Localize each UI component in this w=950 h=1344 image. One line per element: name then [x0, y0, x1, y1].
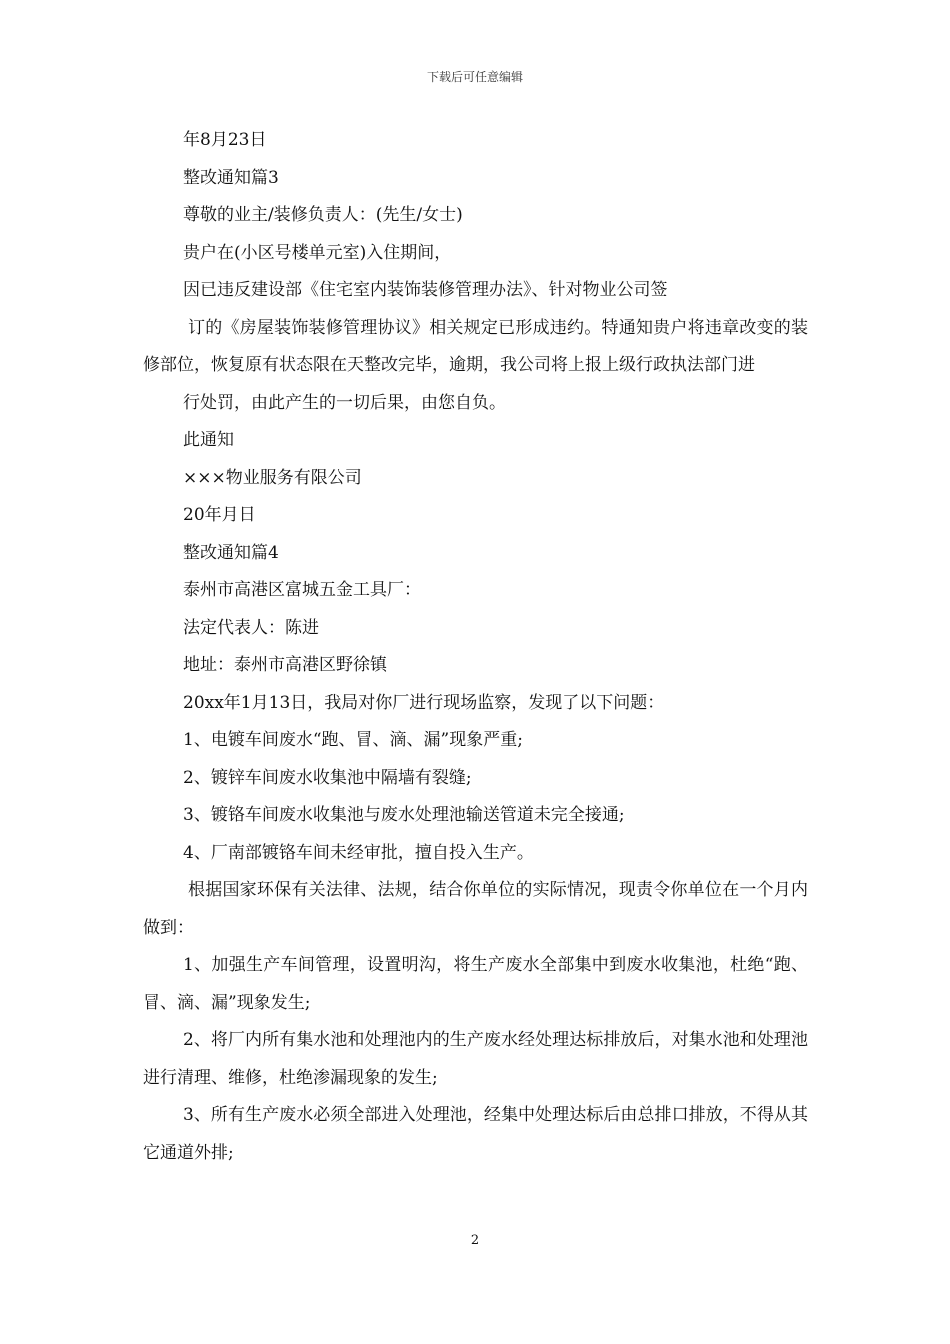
- paragraph-body: 因已违反建设部《住宅室内装饰装修管理办法》、针对物业公司签: [183, 280, 668, 300]
- paragraph-section-title-3: 整改通知篇3: [183, 167, 279, 188]
- paragraph-signature-date: 20年月日: [183, 505, 256, 525]
- paragraph-requirement-2: 2、将厂内所有集水池和处理池内的生产废水经处理达标排放后，对集水池和处理池进行清理、维修，杜绝渗漏现象的发生;: [143, 1030, 808, 1088]
- page-header: 下载后可任意编辑: [426, 70, 523, 84]
- paragraph-order: 根据国家环保有关法律、法规，结合你单位的实际情况，现责令你单位在一个月内做到：: [143, 880, 808, 938]
- paragraph-notice: 此通知: [183, 430, 234, 450]
- paragraph-body: 行处罚，由此产生的一切后果，由您自负。: [183, 392, 506, 413]
- paragraph-address: 地址：泰州市高港区野徐镇: [183, 655, 387, 675]
- paragraph-issue-3: 3、镀铬车间废水收集池与废水处理池输送管道未完全接通;: [183, 805, 625, 825]
- paragraph-inspection: 20xx年1月13日，我局对你厂进行现场监察，发现了以下问题：: [183, 692, 665, 713]
- paragraph-recipient: 泰州市高港区富城五金工具厂：: [183, 580, 421, 600]
- paragraph-body: 订的《房屋装饰装修管理协议》相关规定已形成违约。特通知贵户将违章改变的装修部位，恢复原有状态限在天整改完毕，逾期，我公司将上报上级行政执法部门进: [143, 317, 808, 375]
- document-body: [143, 122, 808, 1172]
- paragraph-issue-1: 1、电镀车间废水“跑、冒、滴、漏”现象严重;: [183, 730, 523, 750]
- paragraph-issue-2: 2、镀锌车间废水收集池中隔墙有裂缝;: [183, 767, 472, 788]
- paragraph-issue-4: 4、厂南部镀铬车间未经审批，擅自投入生产。: [183, 842, 534, 863]
- paragraph-salutation: 尊敬的业主/装修负责人：(先生/女士): [183, 205, 463, 225]
- paragraph-legal-representative: 法定代表人：陈进: [183, 617, 319, 638]
- paragraph-requirement-3: 3、所有生产废水必须全部进入处理池，经集中处理达标后由总排口排放，不得从其它通道外排;: [143, 1105, 808, 1163]
- page-number: 2: [470, 1233, 480, 1248]
- paragraph-section-title-4: 整改通知篇4: [183, 542, 279, 563]
- paragraph-body: 贵户在(小区号楼单元室)入住期间，: [183, 242, 452, 263]
- paragraph-requirement-1: 1、加强生产车间管理，设置明沟，将生产废水全部集中到废水收集池，杜绝“跑、冒、滴、漏”现象发生;: [143, 955, 808, 1013]
- paragraph-date: 年8月23日: [183, 130, 267, 150]
- paragraph-company-signature: ×××物业服务有限公司: [183, 467, 362, 488]
